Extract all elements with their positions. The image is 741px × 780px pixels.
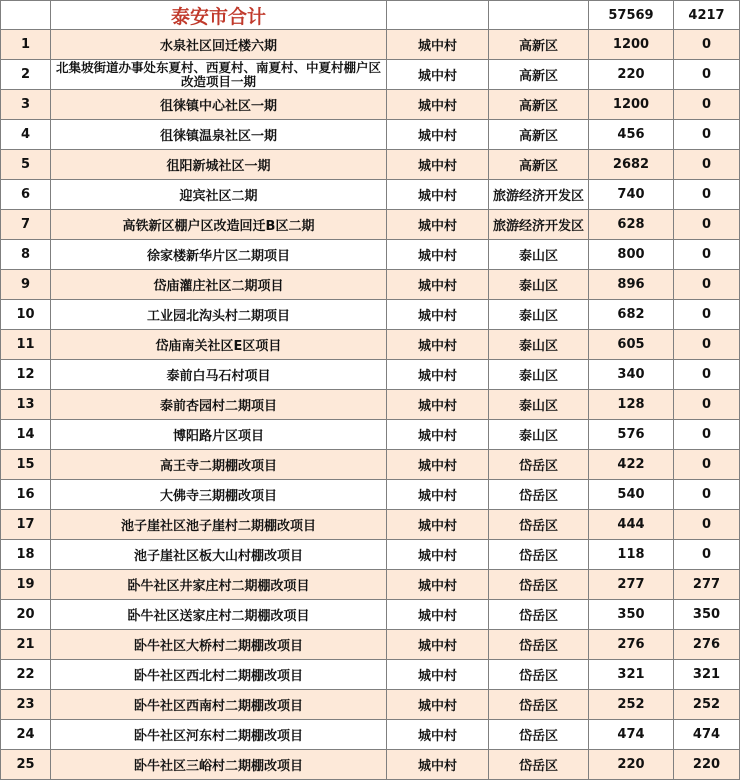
project-type-cell: 城中村	[387, 330, 489, 360]
district-cell: 泰山区	[489, 270, 589, 300]
count-a-cell: 321	[589, 660, 674, 690]
count-b-cell: 321	[674, 660, 740, 690]
project-name-cell: 工业园北沟头村二期项目	[51, 300, 387, 330]
project-name-cell: 水泉社区回迁楼六期	[51, 30, 387, 60]
count-b-cell: 276	[674, 630, 740, 660]
row-number-cell: 8	[1, 240, 51, 270]
count-b-cell: 0	[674, 240, 740, 270]
district-cell: 高新区	[489, 90, 589, 120]
count-a-cell: 2682	[589, 150, 674, 180]
project-name-cell: 岱庙灌庄社区二期项目	[51, 270, 387, 300]
project-type-cell: 城中村	[387, 420, 489, 450]
count-b-cell: 0	[674, 540, 740, 570]
project-type-cell: 城中村	[387, 570, 489, 600]
district-cell: 岱岳区	[489, 480, 589, 510]
project-name-cell: 徂阳新城社区一期	[51, 150, 387, 180]
project-type-cell: 城中村	[387, 210, 489, 240]
project-type-cell: 城中村	[387, 600, 489, 630]
project-name-cell: 岱庙南关社区E区项目	[51, 330, 387, 360]
project-name-cell: 徐家楼新华片区二期项目	[51, 240, 387, 270]
count-b-cell: 0	[674, 510, 740, 540]
project-type-cell: 城中村	[387, 390, 489, 420]
district-cell: 岱岳区	[489, 630, 589, 660]
row-number-cell: 11	[1, 330, 51, 360]
project-type-cell: 城中村	[387, 240, 489, 270]
table-row	[1, 360, 740, 390]
project-type-cell: 城中村	[387, 450, 489, 480]
row-number-cell: 16	[1, 480, 51, 510]
count-a-cell: 128	[589, 390, 674, 420]
row-number-cell: 23	[1, 690, 51, 720]
count-b-cell: 0	[674, 330, 740, 360]
project-type-cell: 城中村	[387, 180, 489, 210]
summary-row	[1, 1, 740, 30]
district-cell: 高新区	[489, 150, 589, 180]
table-row	[1, 750, 740, 780]
count-b-cell: 0	[674, 480, 740, 510]
count-a-cell: 276	[589, 630, 674, 660]
district-cell: 泰山区	[489, 300, 589, 330]
district-cell: 泰山区	[489, 420, 589, 450]
district-cell: 岱岳区	[489, 540, 589, 570]
project-name-cell: 池子崖社区板大山村棚改项目	[51, 540, 387, 570]
count-a-cell: 252	[589, 690, 674, 720]
table-row	[1, 180, 740, 210]
district-cell: 泰山区	[489, 330, 589, 360]
table-row	[1, 330, 740, 360]
row-number-cell: 6	[1, 180, 51, 210]
table-row	[1, 30, 740, 60]
district-cell: 泰山区	[489, 390, 589, 420]
table-row	[1, 540, 740, 570]
table-row	[1, 210, 740, 240]
row-number-cell: 19	[1, 570, 51, 600]
project-name-cell: 高铁新区棚户区改造回迁B区二期	[51, 210, 387, 240]
count-a-cell: 540	[589, 480, 674, 510]
project-type-cell: 城中村	[387, 60, 489, 90]
project-type-cell: 城中村	[387, 540, 489, 570]
count-b-cell: 0	[674, 390, 740, 420]
row-number-cell: 5	[1, 150, 51, 180]
project-name-cell: 高王寺二期棚改项目	[51, 450, 387, 480]
table-row	[1, 480, 740, 510]
district-cell: 岱岳区	[489, 720, 589, 750]
project-type-cell: 城中村	[387, 510, 489, 540]
row-number-cell: 14	[1, 420, 51, 450]
project-type-cell: 城中村	[387, 360, 489, 390]
count-a-cell: 896	[589, 270, 674, 300]
total-a-cell: 57569	[589, 1, 674, 30]
count-b-cell: 0	[674, 450, 740, 480]
table-row	[1, 660, 740, 690]
count-a-cell: 350	[589, 600, 674, 630]
row-number-cell: 20	[1, 600, 51, 630]
project-name-cell: 博阳路片区项目	[51, 420, 387, 450]
row-number-cell: 25	[1, 750, 51, 780]
project-type-cell: 城中村	[387, 90, 489, 120]
table-row	[1, 690, 740, 720]
row-number-cell: 9	[1, 270, 51, 300]
count-b-cell: 474	[674, 720, 740, 750]
row-number-cell: 4	[1, 120, 51, 150]
project-type-cell: 城中村	[387, 300, 489, 330]
count-a-cell: 576	[589, 420, 674, 450]
project-name-cell: 卧牛社区三峪村二期棚改项目	[51, 750, 387, 780]
row-number-cell: 22	[1, 660, 51, 690]
row-number-cell: 1	[1, 30, 51, 60]
project-type-cell: 城中村	[387, 690, 489, 720]
district-cell: 岱岳区	[489, 510, 589, 540]
count-a-cell: 444	[589, 510, 674, 540]
table-row	[1, 390, 740, 420]
row-number-cell: 18	[1, 540, 51, 570]
project-name-cell: 北集坡街道办事处东夏村、西夏村、南夏村、中夏村棚户区改造项目一期	[51, 60, 387, 90]
count-a-cell: 456	[589, 120, 674, 150]
count-a-cell: 605	[589, 330, 674, 360]
project-type-cell: 城中村	[387, 720, 489, 750]
row-number-cell: 24	[1, 720, 51, 750]
table-row	[1, 510, 740, 540]
count-a-cell: 628	[589, 210, 674, 240]
count-a-cell: 474	[589, 720, 674, 750]
count-b-cell: 0	[674, 120, 740, 150]
project-name-cell: 徂徕镇温泉社区一期	[51, 120, 387, 150]
project-name-cell: 卧牛社区井家庄村二期棚改项目	[51, 570, 387, 600]
project-type-cell: 城中村	[387, 630, 489, 660]
count-b-cell: 252	[674, 690, 740, 720]
count-a-cell: 422	[589, 450, 674, 480]
summary-district-cell	[489, 1, 589, 30]
row-number-cell: 3	[1, 90, 51, 120]
count-b-cell: 0	[674, 90, 740, 120]
project-name-cell: 泰前白马石村项目	[51, 360, 387, 390]
count-b-cell: 0	[674, 210, 740, 240]
project-type-cell: 城中村	[387, 480, 489, 510]
count-b-cell: 0	[674, 180, 740, 210]
district-cell: 岱岳区	[489, 600, 589, 630]
count-b-cell: 220	[674, 750, 740, 780]
project-name-cell: 迎宾社区二期	[51, 180, 387, 210]
project-name-cell: 大佛寺三期棚改项目	[51, 480, 387, 510]
count-b-cell: 0	[674, 150, 740, 180]
project-name-cell: 卧牛社区大桥村二期棚改项目	[51, 630, 387, 660]
count-a-cell: 682	[589, 300, 674, 330]
count-a-cell: 118	[589, 540, 674, 570]
project-name-cell: 卧牛社区西北村二期棚改项目	[51, 660, 387, 690]
district-cell: 旅游经济开发区	[489, 180, 589, 210]
table-row	[1, 60, 740, 90]
table-row	[1, 720, 740, 750]
count-b-cell: 277	[674, 570, 740, 600]
district-cell: 岱岳区	[489, 690, 589, 720]
count-a-cell: 1200	[589, 30, 674, 60]
row-number-cell: 2	[1, 60, 51, 90]
project-type-cell: 城中村	[387, 120, 489, 150]
table-row	[1, 270, 740, 300]
count-a-cell: 740	[589, 180, 674, 210]
district-cell: 岱岳区	[489, 750, 589, 780]
count-a-cell: 340	[589, 360, 674, 390]
table-row	[1, 90, 740, 120]
project-type-cell: 城中村	[387, 660, 489, 690]
project-name-cell: 徂徕镇中心社区一期	[51, 90, 387, 120]
district-cell: 泰山区	[489, 240, 589, 270]
row-number-cell: 10	[1, 300, 51, 330]
city-total-title: 泰安市合计	[51, 1, 387, 30]
project-name-cell: 卧牛社区西南村二期棚改项目	[51, 690, 387, 720]
count-a-cell: 1200	[589, 90, 674, 120]
table-body	[1, 1, 740, 780]
table-row	[1, 150, 740, 180]
district-cell: 泰山区	[489, 360, 589, 390]
count-b-cell: 350	[674, 600, 740, 630]
project-name-cell: 卧牛社区送家庄村二期棚改项目	[51, 600, 387, 630]
count-b-cell: 0	[674, 420, 740, 450]
district-cell: 岱岳区	[489, 660, 589, 690]
summary-type-cell	[387, 1, 489, 30]
count-a-cell: 220	[589, 750, 674, 780]
project-name-cell: 卧牛社区河东村二期棚改项目	[51, 720, 387, 750]
count-a-cell: 277	[589, 570, 674, 600]
count-a-cell: 800	[589, 240, 674, 270]
district-cell: 高新区	[489, 30, 589, 60]
table-row	[1, 120, 740, 150]
row-number-cell: 17	[1, 510, 51, 540]
table-row	[1, 600, 740, 630]
row-number-cell: 12	[1, 360, 51, 390]
project-type-cell: 城中村	[387, 150, 489, 180]
project-type-cell: 城中村	[387, 270, 489, 300]
count-a-cell: 220	[589, 60, 674, 90]
total-b-cell: 4217	[674, 1, 740, 30]
project-name-cell: 泰前杏园村二期项目	[51, 390, 387, 420]
project-type-cell: 城中村	[387, 750, 489, 780]
table-row	[1, 570, 740, 600]
district-cell: 高新区	[489, 60, 589, 90]
count-b-cell: 0	[674, 360, 740, 390]
row-number-cell: 7	[1, 210, 51, 240]
district-cell: 旅游经济开发区	[489, 210, 589, 240]
summary-no-cell	[1, 1, 51, 30]
table-row	[1, 450, 740, 480]
row-number-cell: 13	[1, 390, 51, 420]
table-row	[1, 420, 740, 450]
district-cell: 岱岳区	[489, 570, 589, 600]
row-number-cell: 15	[1, 450, 51, 480]
table-row	[1, 630, 740, 660]
row-number-cell: 21	[1, 630, 51, 660]
project-name-cell: 池子崖社区池子崖村二期棚改项目	[51, 510, 387, 540]
count-b-cell: 0	[674, 60, 740, 90]
project-type-cell: 城中村	[387, 30, 489, 60]
district-cell: 高新区	[489, 120, 589, 150]
count-b-cell: 0	[674, 300, 740, 330]
table-row	[1, 240, 740, 270]
table-row	[1, 300, 740, 330]
count-b-cell: 0	[674, 270, 740, 300]
count-b-cell: 0	[674, 30, 740, 60]
district-cell: 岱岳区	[489, 450, 589, 480]
